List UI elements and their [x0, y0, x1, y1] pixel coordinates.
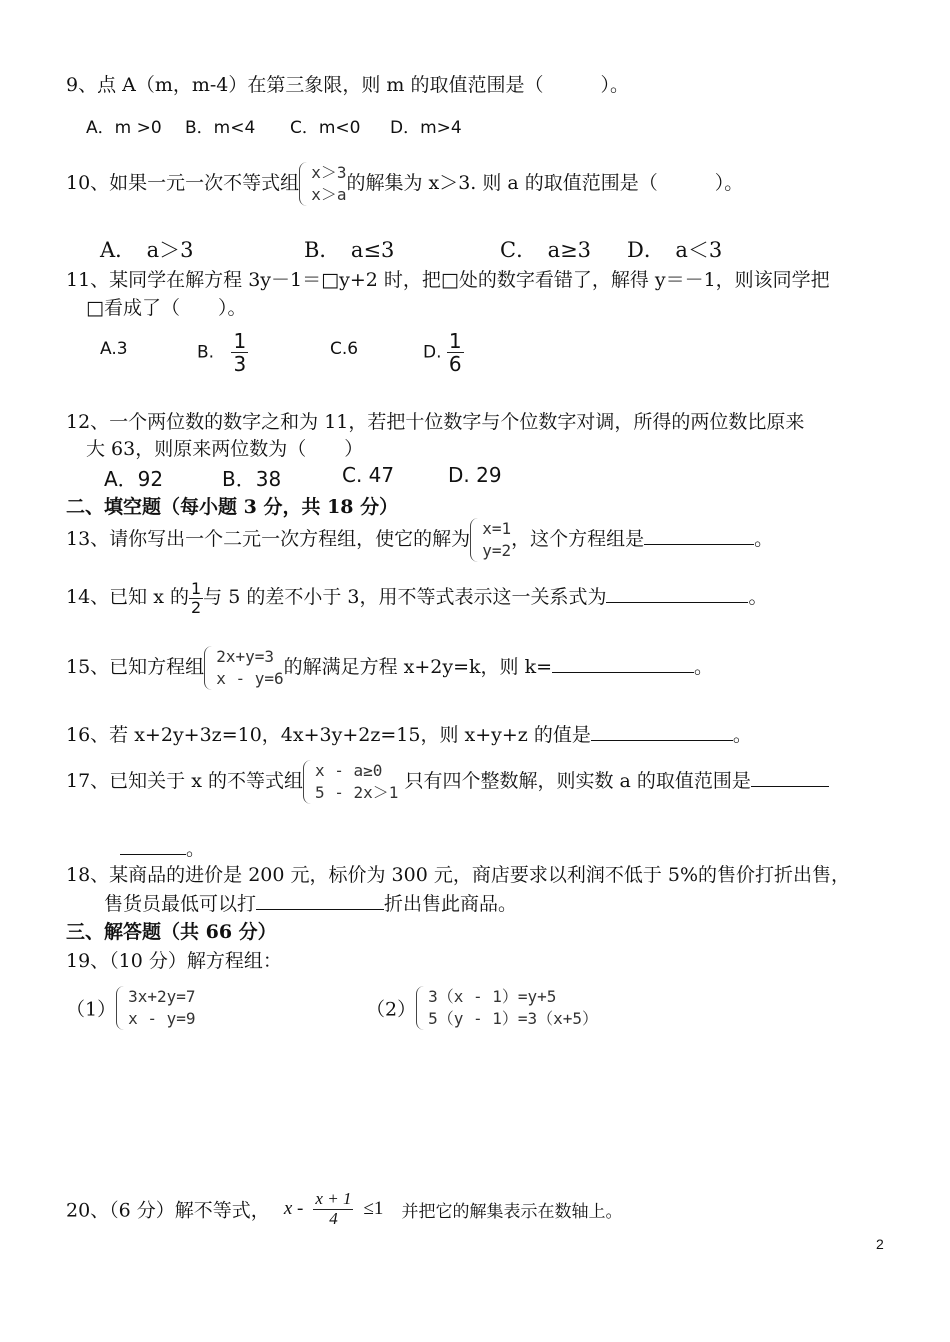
question-11-line-1: 11、某同学在解方程 3y－1＝□y+2 时，把□处的数字看错了，解得 y＝－1，则该同学把: [66, 269, 830, 291]
q15-sys-line-1: 2x+y=3: [216, 647, 274, 666]
question-12-line-2: 大 63，则原来两位数为（ ）: [86, 438, 364, 460]
q10-option-b: B． a≤3: [304, 238, 395, 262]
q19-p1-sys-line-2: x - y=9: [128, 1009, 196, 1028]
q17-sys-line-1: x - a≥0: [314, 761, 383, 780]
q11-option-d-fraction: $\frac{1}{6}$: [448, 329, 462, 376]
q12-option-d: D. 29: [448, 463, 502, 487]
q18-answer-blank: [256, 891, 384, 910]
q17-suffix: 只有四个整数解，则实数 a 的取值范围是: [404, 770, 751, 792]
q10-prefix: 10、如果一元一次不等式组: [66, 172, 300, 194]
q13-end: 。: [754, 528, 774, 550]
q20-prefix: 20、（6 分）解不等式，: [66, 1199, 270, 1222]
q10-sys-line-1: x＞3: [311, 163, 347, 182]
q10-system: [299, 162, 346, 206]
q11-option-b-label: B.: [197, 342, 215, 363]
q20-suffix: 并把它的解集表示在数轴上。: [401, 1201, 623, 1222]
q17-answer-blank-part-2: [120, 836, 186, 855]
q13-answer-blank: [644, 526, 754, 545]
q14-prefix: 14、已知 x 的: [66, 586, 189, 609]
q11-option-d-label: D.: [423, 342, 442, 363]
q12-option-a: A．92: [104, 467, 164, 491]
q15-system: [204, 646, 283, 690]
q12-option-c: C. 47: [342, 463, 395, 487]
q9-option-a: A．m >0: [86, 118, 162, 138]
q15-answer-blank: [552, 654, 694, 673]
question-20: [66, 1190, 622, 1228]
q10-option-d: D． a＜3: [627, 238, 723, 262]
q14-suffix: 与 5 的差不小于 3，用不等式表示这一关系式为: [203, 586, 607, 609]
q18-line2-end: 折出售此商品。: [384, 893, 518, 915]
q10-option-a: A． a＞3: [100, 238, 194, 262]
q13-prefix: 13、请你写出一个二元一次方程组，使它的解为: [66, 528, 471, 550]
page-number: 2: [876, 1236, 884, 1252]
q19-part-2-system: [416, 986, 598, 1030]
q20-expr-x: x -: [283, 1198, 304, 1220]
question-17: [66, 760, 829, 804]
q17-sys-line-2: 5 - 2x＞1: [314, 783, 399, 802]
question-17-continuation: [120, 834, 205, 861]
question-11-line-2: □看成了（ ）。: [86, 297, 247, 319]
q14-end: 。: [748, 586, 768, 609]
q10-option-c: C． a≥3: [500, 238, 592, 262]
q19-p2-sys-line-1: 3（x - 1）=y+5: [428, 987, 557, 1006]
q17-end: 。: [186, 838, 206, 860]
q16-answer-blank: [591, 722, 733, 741]
q18-line2-start: 售货员最低可以打: [104, 893, 257, 915]
q11-option-b-fraction: $\frac{1}{3}$: [233, 329, 247, 376]
question-13: [66, 518, 773, 562]
q13-sys-line-1: x=1: [482, 519, 512, 538]
q11-option-b: [197, 330, 248, 375]
q14-fraction: $\frac{1}{2}$: [190, 579, 202, 617]
q9-option-c: C．m<0: [290, 118, 361, 138]
q12-option-b: B．38: [222, 467, 282, 491]
q19-part-1-system: [116, 986, 195, 1030]
q11-option-a: A.3: [100, 339, 128, 359]
q16-end: 。: [732, 724, 752, 746]
q11-option-d: [423, 330, 464, 375]
section-3-heading: 三、解答题（共 66 分）: [66, 921, 277, 943]
question-9: 9、点 A（m，m-4）在第三象限，则 m 的取值范围是（ ）。: [66, 74, 629, 96]
q10-sys-line-2: x＞a: [311, 185, 347, 204]
question-19-part-2: [366, 986, 598, 1030]
q15-prefix: 15、已知方程组: [66, 656, 205, 678]
q20-fraction: $\frac{x + 1}{4}$: [315, 1189, 352, 1228]
q9-option-d: D．m>4: [390, 118, 462, 138]
question-12-line-1: 12、一个两位数的数字之和为 11，若把十位数字与个位数字对调，所得的两位数比原来: [66, 411, 805, 433]
q13-sys-line-2: y=2: [482, 541, 512, 560]
q11-option-c: C.6: [330, 339, 359, 359]
q19-part-1-label: （1）: [66, 998, 117, 1021]
question-19-part-1: [66, 986, 196, 1030]
q17-prefix: 17、已知关于 x 的不等式组: [66, 770, 303, 792]
question-18-line-2: [104, 889, 517, 916]
question-18-line-1: 18、某商品的进价是 200 元，标价为 300 元，商店要求以利润不低于 5%的售价打折出售，: [66, 864, 851, 886]
q13-suffix: ，这个方程组是: [511, 528, 645, 550]
q19-p2-sys-line-2: 5（y - 1）=3（x+5）: [428, 1009, 599, 1028]
q19-part-2-label: （2）: [366, 998, 417, 1021]
q9-option-b: B．m<4: [185, 118, 256, 138]
question-19-title: 19、（10 分）解方程组：: [66, 950, 282, 972]
q16-text: 16、若 x+2y+3z=10，4x+3y+2z=15，则 x+y+z 的值是: [66, 724, 591, 746]
question-10: [66, 162, 743, 206]
q13-system: [470, 518, 511, 562]
q15-suffix: 的解满足方程 x+2y=k，则 k=: [283, 656, 553, 678]
question-16: [66, 720, 752, 747]
q20-relation: ≤1: [363, 1198, 384, 1220]
q19-p1-sys-line-1: 3x+2y=7: [128, 987, 196, 1006]
q10-suffix: 的解集为 x＞3. 则 a 的取值范围是（ ）。: [346, 172, 744, 194]
question-15: [66, 646, 713, 690]
q17-answer-blank-part-1: [751, 768, 829, 787]
section-2-heading: 二、填空题（每小题 3 分，共 18 分）: [66, 496, 399, 518]
q14-answer-blank: [606, 584, 748, 603]
question-14: [66, 580, 767, 616]
q15-end: 。: [694, 656, 714, 678]
q15-sys-line-2: x - y=6: [216, 669, 284, 688]
q17-system: [303, 760, 398, 804]
